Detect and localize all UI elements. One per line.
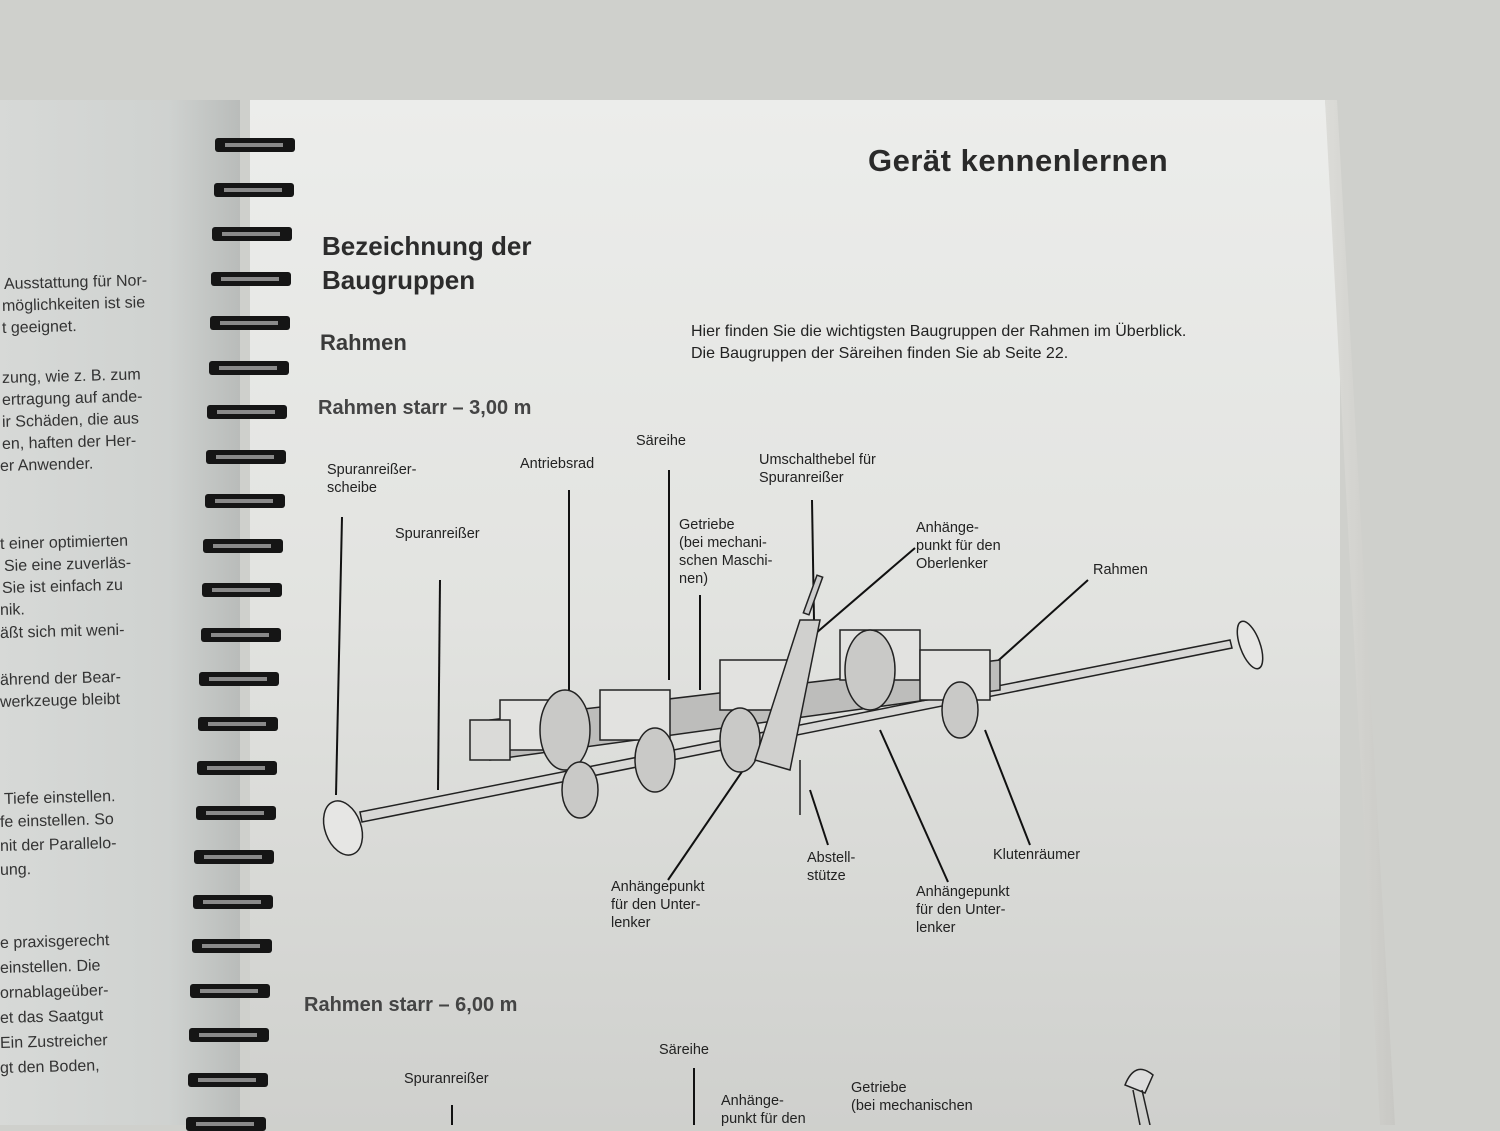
label-line: schen Maschi- xyxy=(679,553,773,569)
label-line: Spuranreißer- xyxy=(327,462,417,478)
left-page-line: ährend der Bear- xyxy=(0,668,122,689)
intro-line1: Hier finden Sie die wichtigsten Baugruppen der Rahmen im Überblick. xyxy=(691,323,1187,340)
label-line: Anhängepunkt xyxy=(916,884,1010,900)
left-page-line: Ein Zustreicher xyxy=(0,1032,108,1052)
left-page-line: Tiefe einstellen. xyxy=(3,788,116,808)
label-line: Rahmen xyxy=(1093,562,1148,578)
label-line: für den Unter- xyxy=(611,897,701,913)
label-line: Säreihe xyxy=(636,433,686,449)
label-line: Anhänge- xyxy=(916,520,979,536)
label-line: Anhängepunkt xyxy=(611,879,705,895)
label-line: nen) xyxy=(679,571,709,587)
figure2-title: Rahmen starr – 6,00 m xyxy=(304,994,518,1016)
left-page-line: ertragung auf ande- xyxy=(1,388,143,409)
left-page-line: ir Schäden, die aus xyxy=(1,410,140,431)
label-line: punkt für den xyxy=(916,538,1001,554)
label-line: Abstell- xyxy=(807,850,856,866)
left-page-line: en, haften der Her- xyxy=(1,432,137,453)
label-line: Spuranreißer xyxy=(395,526,480,542)
figure1-title: Rahmen starr – 3,00 m xyxy=(318,397,532,419)
label-line: Klutenräumer xyxy=(993,847,1081,863)
section-title-line1: Bezeichnung der xyxy=(322,231,532,261)
label-line: scheibe xyxy=(327,480,377,496)
left-page-line: nit der Parallelo- xyxy=(0,834,117,855)
subsection-title: Rahmen xyxy=(320,330,407,355)
left-page-line: Sie eine zuverläs- xyxy=(3,554,132,575)
left-page-line: zung, wie z. B. zum xyxy=(1,366,141,387)
chapter-title: Gerät kennenlernen xyxy=(868,143,1169,178)
left-page-line: fe einstellen. So xyxy=(0,811,115,831)
label-line: Spuranreißer xyxy=(404,1071,489,1087)
left-page-line: e praxisgerecht xyxy=(0,932,110,952)
left-page-line: ornablageüber- xyxy=(0,982,109,1002)
left-page-line: möglichkeiten ist sie xyxy=(1,294,146,315)
frame-3m xyxy=(317,575,1268,860)
label-line: Umschalthebel für xyxy=(759,452,876,468)
label-line: Oberlenker xyxy=(916,556,988,572)
label-line: Anhänge- xyxy=(721,1093,784,1109)
left-page-line: ung. xyxy=(0,861,32,879)
label-line: Antriebsrad xyxy=(520,456,595,472)
section-title-line2: Baugruppen xyxy=(322,265,476,295)
label-line: für den Unter- xyxy=(916,902,1006,918)
left-page-line: äßt sich mit weni- xyxy=(0,621,125,642)
label-line: punkt für den xyxy=(721,1111,806,1127)
label-line: (bei mechanischen xyxy=(851,1098,973,1114)
left-page-line: Ausstattung für Nor- xyxy=(3,272,148,293)
label-line: (bei mechani- xyxy=(679,535,767,551)
intro-line2: Die Baugruppen der Säreihen finden Sie ab Seite 22. xyxy=(691,345,1069,362)
left-page-line: werkzeuge bleibt xyxy=(0,690,121,711)
label-line: lenker xyxy=(916,920,956,936)
label-line: Säreihe xyxy=(659,1042,709,1058)
label-line: Spuranreißer xyxy=(759,470,844,486)
left-page-line: et das Saatgut xyxy=(0,1007,104,1027)
left-page-line: einstellen. Die xyxy=(0,957,101,977)
label-line: stütze xyxy=(807,868,846,884)
left-page-line: gt den Boden, xyxy=(0,1057,100,1077)
label-line: Getriebe xyxy=(851,1080,907,1096)
label-line: lenker xyxy=(611,915,651,931)
left-page-line: Sie ist einfach zu xyxy=(1,576,124,597)
left-page-line: t einer optimierten xyxy=(0,532,129,553)
left-page-line: t geeignet. xyxy=(1,318,77,337)
left-page-line: er Anwender. xyxy=(0,455,94,475)
left-page-line: nik. xyxy=(0,601,26,619)
frame-6m-partial xyxy=(1125,1069,1153,1125)
label-line: Getriebe xyxy=(679,517,735,533)
